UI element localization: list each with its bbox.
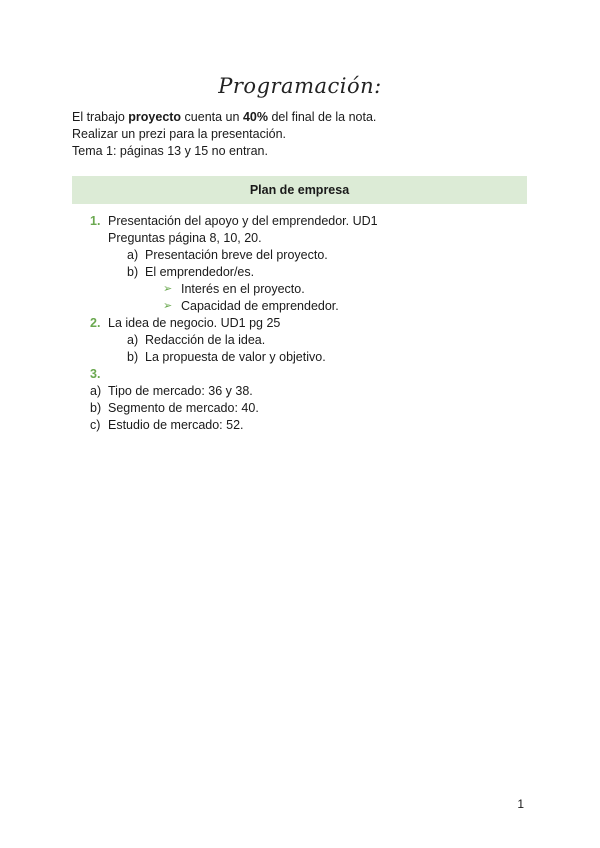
list-marker: a) bbox=[127, 248, 139, 262]
intro-bold-proyecto: proyecto bbox=[128, 110, 182, 124]
arrow-bullet-icon: ➢ bbox=[163, 283, 173, 295]
list-item-1-sub: Preguntas página 8, 10, 20. bbox=[108, 231, 262, 245]
list-marker: b) bbox=[127, 350, 139, 364]
intro-line-2: Realizar un prezi para la presentación. bbox=[72, 127, 287, 141]
list-marker: a) bbox=[90, 384, 102, 398]
list-number-3: 3. bbox=[90, 367, 101, 381]
list-marker: b) bbox=[127, 265, 139, 279]
list-item-2a: Redacción de la idea. bbox=[145, 333, 266, 347]
list-number-2: 2. bbox=[90, 316, 101, 330]
list-item-3a: Tipo de mercado: 36 y 38. bbox=[108, 384, 253, 398]
intro-bold-percent: 40% bbox=[242, 110, 268, 124]
intro-text: del final de la nota. bbox=[267, 110, 377, 124]
list-marker: b) bbox=[90, 401, 102, 415]
list-item-1b-i: Interés en el proyecto. bbox=[181, 282, 305, 296]
intro-text: cuenta un bbox=[181, 110, 243, 124]
list-item-1b: El emprendedor/es. bbox=[145, 265, 255, 279]
list-item-3c: Estudio de mercado: 52. bbox=[108, 418, 244, 432]
intro-line-1 bbox=[72, 109, 376, 126]
list-marker: c) bbox=[90, 418, 101, 432]
list-item-2-text: La idea de negocio. UD1 pg 25 bbox=[108, 316, 281, 330]
document-title: Programación: bbox=[218, 74, 382, 98]
page-number: 1 bbox=[517, 797, 524, 811]
intro-line-3: Tema 1: páginas 13 y 15 no entran. bbox=[72, 144, 268, 158]
list-marker: a) bbox=[127, 333, 139, 347]
intro-text: El trabajo bbox=[72, 110, 129, 124]
section-banner: Plan de empresa bbox=[72, 176, 527, 204]
list-item-1b-ii: Capacidad de emprendedor. bbox=[181, 299, 339, 313]
list-item-1-text: Presentación del apoyo y del emprendedor. UD1 bbox=[108, 214, 378, 228]
list-number-1: 1. bbox=[90, 214, 101, 228]
list-item-1a: Presentación breve del proyecto. bbox=[145, 248, 328, 262]
arrow-bullet-icon: ➢ bbox=[163, 300, 173, 312]
list-item-2b: La propuesta de valor y objetivo. bbox=[145, 350, 326, 364]
list-item-3b: Segmento de mercado: 40. bbox=[108, 401, 259, 415]
intro-paragraph bbox=[72, 109, 376, 160]
